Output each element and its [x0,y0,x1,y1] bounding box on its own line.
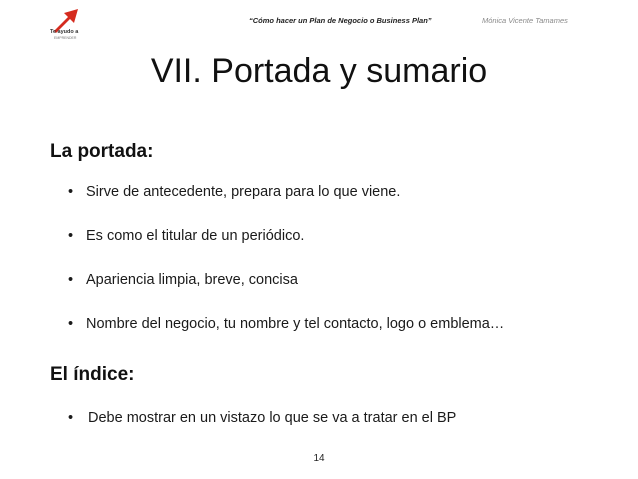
bullet-icon: • [68,272,74,288]
logo-text-line2: EMPRENDER [54,36,77,40]
bullet-text: Nombre del negocio, tu nombre y tel contacto, logo o emblema… [86,316,505,332]
slide-title: VII. Portada y sumario [150,52,488,90]
bullet-text: Debe mostrar en un vistazo lo que se va a tratar en el BP [88,410,457,426]
logo [50,6,90,50]
bullet-list-indice [68,410,456,426]
page-number: 14 [313,453,325,464]
logo-text-line1: Te ayudo a [50,29,79,35]
bullet-list-portada [68,184,504,332]
list-item [68,410,456,426]
list-item [68,228,504,244]
section-heading-indice: El índice: [50,364,135,385]
bullet-icon: • [68,184,74,200]
header-author: Mónica Vicente Tamames [482,16,568,25]
list-item [68,184,504,200]
header-document-title: “Cómo hacer un Plan de Negocio o Business Plan” [249,16,432,25]
list-item [68,272,504,288]
bullet-icon: • [68,228,74,244]
bullet-icon: • [68,316,74,332]
bullet-text: Sirve de antecedente, prepara para lo que viene. [86,184,401,200]
section-heading-portada: La portada: [50,141,154,162]
bullet-icon: • [68,410,74,426]
bullet-text: Apariencia limpia, breve, concisa [86,272,298,288]
list-item [68,316,504,332]
bullet-text: Es como el titular de un periódico. [86,228,305,244]
